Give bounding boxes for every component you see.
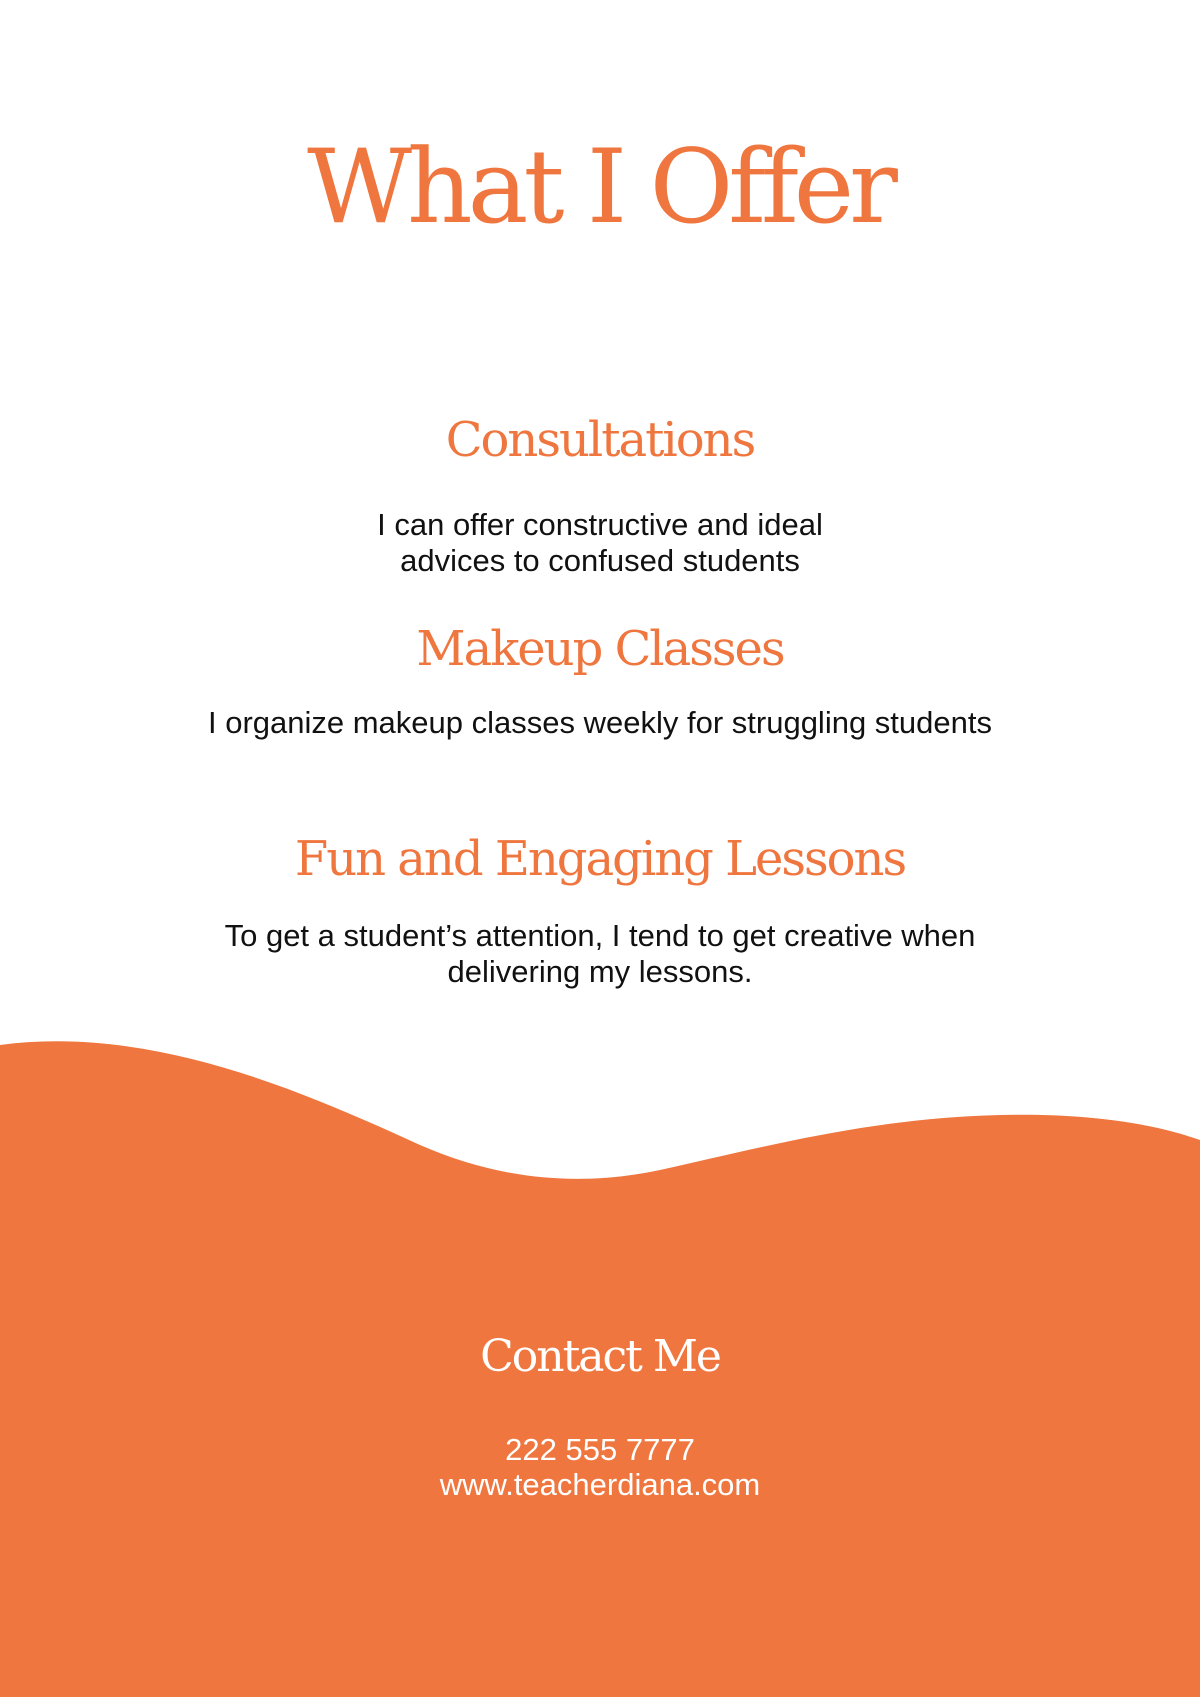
- offer-body-line: I can offer constructive and ideal: [377, 507, 823, 542]
- contact-website-link[interactable]: www.teacherdiana.com: [439, 1467, 761, 1502]
- contact-phone: 222 555 7777: [505, 1432, 695, 1467]
- offer-body-makeup-classes: [0, 705, 1200, 741]
- page-title: What I Offer: [307, 128, 893, 247]
- offer-body-line: advices to confused students: [400, 542, 800, 578]
- offer-body-line: To get a student’s attention, I tend to get creative when: [224, 918, 976, 953]
- contact-heading: Contact Me: [480, 1331, 720, 1382]
- offer-heading-makeup-classes: Makeup Classes: [416, 621, 784, 677]
- offer-body-line: I organize makeup classes weekly for struggling students: [207, 705, 992, 740]
- offer-heading-consultations: Consultations: [445, 412, 755, 468]
- offer-heading-fun-lessons: Fun and Engaging Lessons: [294, 831, 906, 887]
- offer-body-fun-lessons: [0, 918, 1200, 989]
- offer-body-consultations: [0, 507, 1200, 578]
- offer-body-line: delivering my lessons.: [447, 953, 753, 989]
